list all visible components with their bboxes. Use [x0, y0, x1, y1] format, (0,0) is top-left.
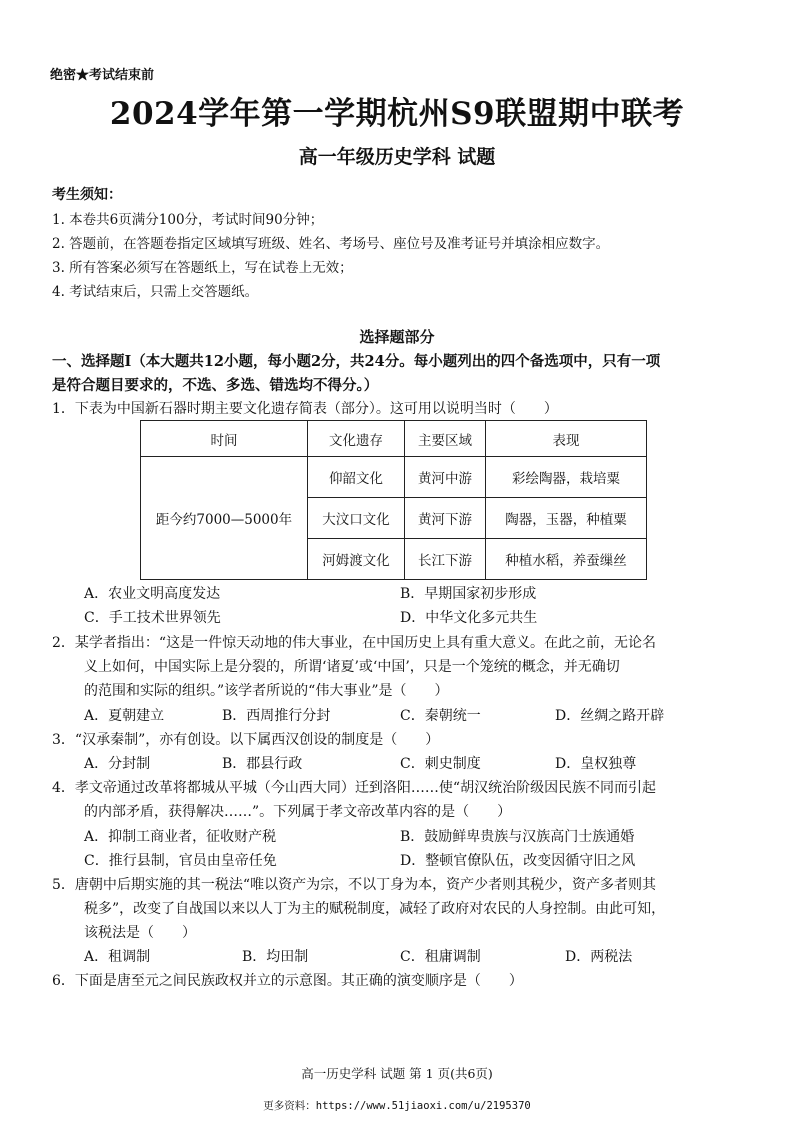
question-5-stem-cont: 税多”，改变了自战国以来以人丁为主的赋税制度，减轻了政府对农民的人身控制。由此可知， [84, 901, 666, 917]
option-b: B．郡县行政 [222, 756, 303, 772]
table-cell: 河姆渡文化 [308, 539, 405, 580]
option-c: C．秦朝统一 [400, 708, 481, 724]
exam-subtitle: 高一年级历史学科 试题 [298, 146, 496, 168]
table-cell: 黄河下游 [405, 498, 486, 539]
table-cell: 仰韶文化 [308, 457, 405, 498]
option-b: B．均田制 [242, 949, 309, 965]
table-header: 时间 [141, 421, 308, 457]
option-a: A．农业文明高度发达 [84, 586, 221, 602]
question-2-stem-cont: 义上如何，中国实际上是分裂的，所谓‘诸夏’或‘中国’，只是一个笼统的概念，并无确切 [84, 659, 620, 675]
option-a: A．租调制 [84, 949, 151, 965]
question-2-stem-cont: 的范围和实际的组织。”该学者所说的“伟大事业”是（ ） [84, 683, 449, 699]
part-instructions-cont: 是符合题目要求的，不选、多选、错选均不得分。） [52, 377, 379, 394]
question-3-stem: 3．“汉承秦制”，亦有创设。以下属西汉创设的制度是（ ） [52, 732, 440, 748]
option-d: D．丝绸之路开辟 [555, 708, 665, 724]
option-c: C．租庸调制 [400, 949, 481, 965]
option-d: D．中华文化多元共生 [400, 610, 538, 626]
table-header: 文化遗存 [308, 421, 405, 457]
table-row [141, 457, 647, 498]
table-cell-time: 距今约7000—5000年 [141, 457, 308, 580]
question-1-stem: 1．下表为中国新石器时期主要文化遗存简表（部分）。这可用以说明当时（ ） [52, 401, 558, 417]
exam-title: 2024学年第一学期杭州S9联盟期中联考 [109, 96, 685, 132]
table-cell: 彩绘陶器，栽培粟 [486, 457, 647, 498]
table-header: 主要区域 [405, 421, 486, 457]
notice-item: 2. 答题前，在答题卷指定区域填写班级、姓名、考场号、座位号及准考证号并填涂相应数字。 [52, 236, 610, 252]
table-cell: 陶器，玉器，种植粟 [486, 498, 647, 539]
section-heading: 选择题部分 [359, 328, 435, 346]
option-a: A．抑制工商业者，征收财产税 [84, 829, 277, 845]
table-cell: 黄河中游 [405, 457, 486, 498]
option-c: C．推行县制，官员由皇帝任免 [84, 853, 277, 869]
notice-item: 3. 所有答案必须写在答题纸上，写在试卷上无效； [52, 260, 353, 276]
option-c: C．刺史制度 [400, 756, 481, 772]
option-d: D．两税法 [565, 949, 633, 965]
option-a: A．夏朝建立 [84, 708, 165, 724]
question-5-stem: 5．唐朝中后期实施的其一税法“唯以资产为宗，不以丁身为本，资产少者则其税少，资产多者则其 [52, 877, 657, 893]
option-b: B．西周推行分封 [222, 708, 331, 724]
option-d: D．皇权独尊 [555, 756, 637, 772]
question-6-stem: 6．下面是唐至元之间民族政权并立的示意图。其正确的演变顺序是（ ） [52, 973, 523, 989]
question-4-stem: 4．孝文帝通过改革将都城从平城（今山西大同）迁到洛阳……使“胡汉统治阶级因民族不同而引起 [52, 780, 657, 796]
table-cell: 种植水稻，养蚕缫丝 [486, 539, 647, 580]
notice-title: 考生须知： [52, 187, 122, 203]
option-b: B．鼓励鲜卑贵族与汉族高门士族通婚 [400, 829, 635, 845]
option-b: B．早期国家初步形成 [400, 586, 537, 602]
option-a: A．分封制 [84, 756, 151, 772]
part-instructions: 一、选择题Ⅰ（本大题共12小题，每小题2分，共24分。每小题列出的四个备选项中，只有一项 [52, 353, 661, 370]
table-cell: 大汶口文化 [308, 498, 405, 539]
secret-label: 绝密★考试结束前 [50, 68, 155, 83]
notice-item: 1. 本卷共6页满分100分，考试时间90分钟； [52, 212, 324, 228]
notice-item: 4. 考试结束后，只需上交答题纸。 [52, 284, 259, 300]
table-header: 表现 [486, 421, 647, 457]
page-footer: 高一历史学科 试题 第 1 页(共6页) [301, 1066, 493, 1081]
question-2-stem: 2．某学者指出：“这是一件惊天动地的伟大事业，在中国历史上具有重大意义。在此之前，无论名 [52, 635, 657, 651]
option-d: D．整顿官僚队伍，改变因循守旧之风 [400, 853, 636, 869]
question-4-stem-cont: 的内部矛盾，获得解决……”。下列属于孝文帝改革内容的是（ ） [84, 804, 512, 820]
question-1-table [140, 420, 647, 580]
question-5-stem-cont: 该税法是（ ） [84, 925, 196, 941]
option-c: C．手工技术世界领先 [84, 610, 221, 626]
table-cell: 长江下游 [405, 539, 486, 580]
footer-url: 更多资料：https://www.51jiaoxi.com/u/2195370 [263, 1100, 531, 1112]
